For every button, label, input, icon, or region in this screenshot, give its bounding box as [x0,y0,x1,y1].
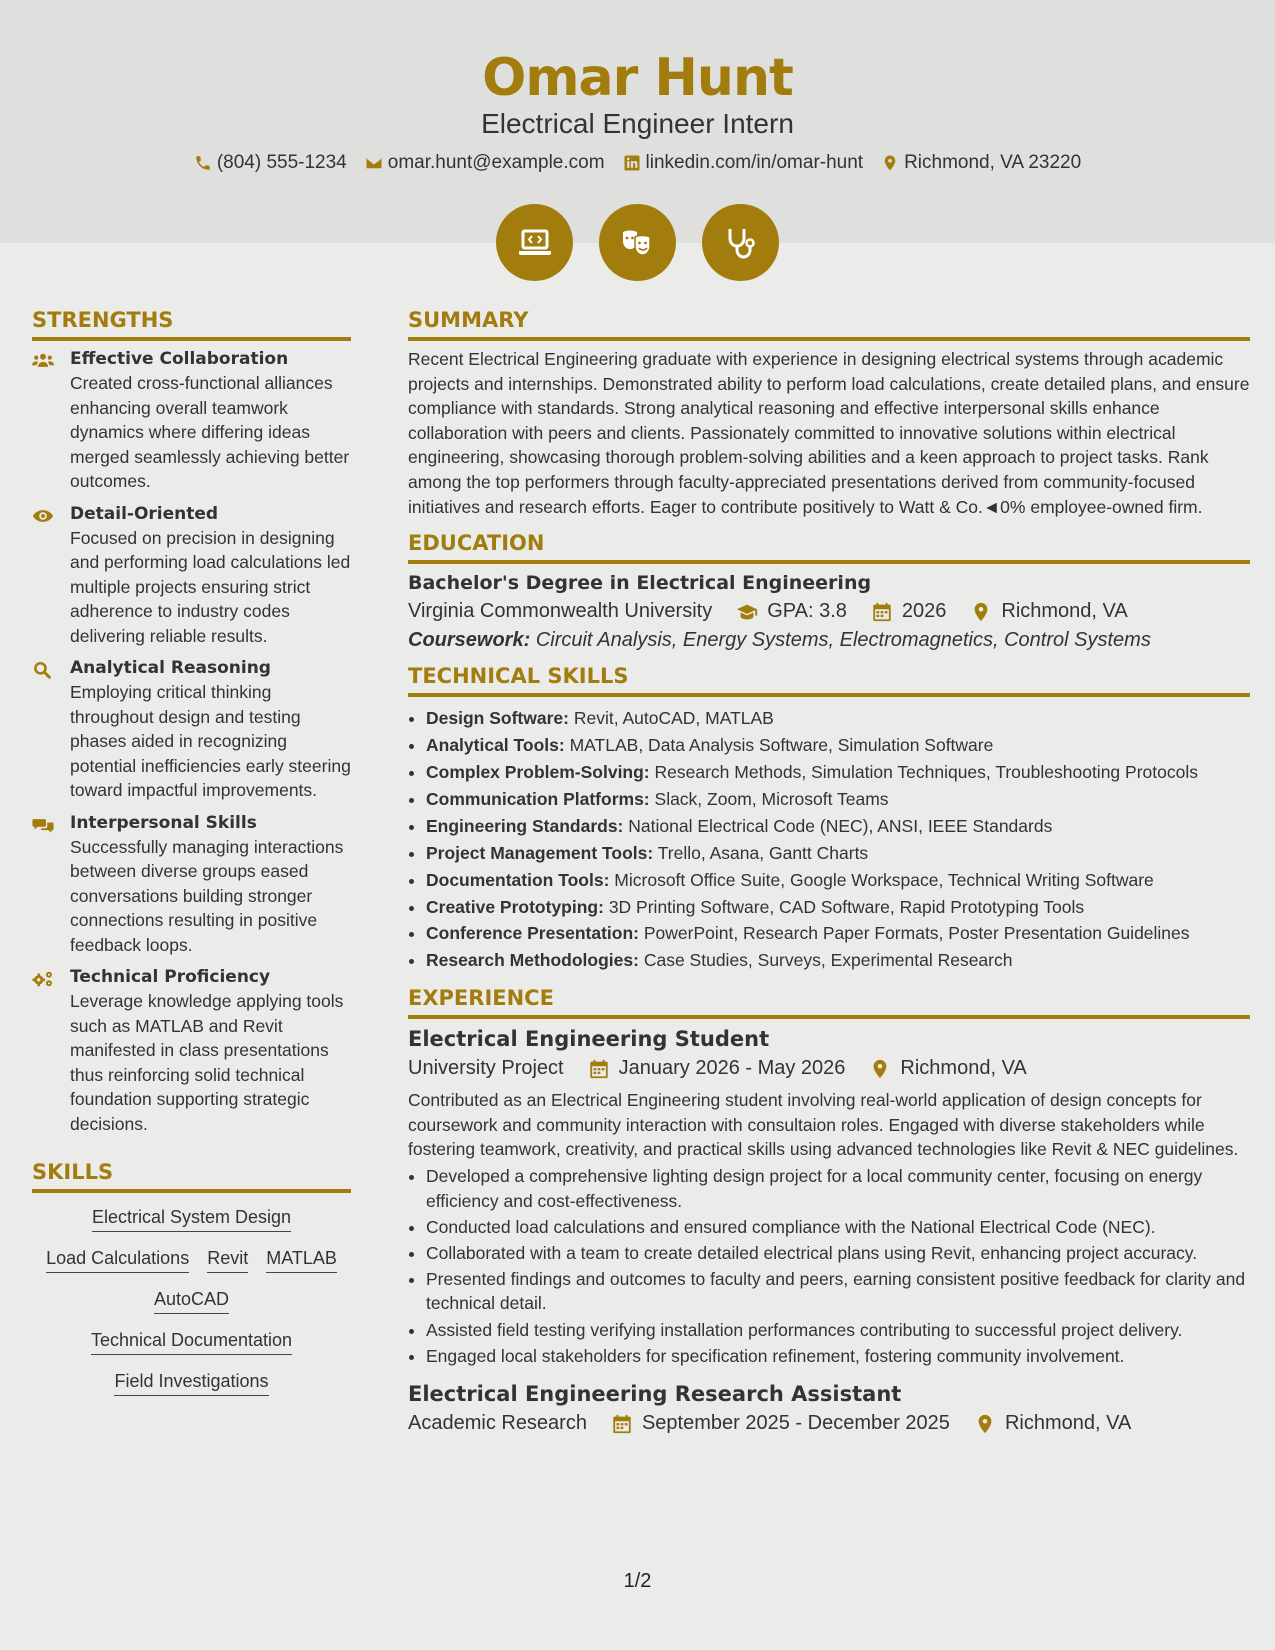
map-pin-icon [970,601,992,623]
tech-skill-item [426,786,1250,813]
contact-phone-text: (804) 555-1234 [216,152,347,173]
skill-tag: Electrical System Design [92,1207,291,1232]
tech-skill-value: Research Methods, Simulation Techniques, Troubleshooting Protocols [654,761,1198,782]
tech-skill-item [426,705,1250,732]
education-meta [408,600,1250,623]
comments-icon [32,816,54,834]
skill-tag: Technical Documentation [91,1330,292,1355]
technical-skills-section [408,664,1250,974]
tech-skill-label: Creative Prototyping: [426,896,604,917]
strength-title: Effective Collaboration [70,349,289,369]
job-meta [408,1412,1250,1435]
badge-masks [599,204,676,281]
school-location: Richmond, VA [1001,600,1128,623]
job-meta [408,1057,1250,1080]
badge-row [0,204,1275,281]
job-bullet: • Assisted field testing verifying installation performances contributing to successful project delivery. [426,1318,1250,1343]
eye-icon [32,507,54,525]
job-org: Academic Research [408,1412,587,1435]
strength-item [32,504,351,649]
contact-bar [0,152,1275,174]
coursework [408,629,1250,652]
job-dates: January 2026 - May 2026 [618,1057,846,1080]
theater-masks-icon [618,223,658,263]
skills-section [32,1160,351,1396]
strength-item [32,349,351,494]
strength-desc: Leverage knowledge applying tools such as MATLAB and Revit manifested in class presentations thus reinforcing solid technical foundation supporting strategic decisions. [70,991,344,1134]
job-title: Electrical Engineering Research Assistant [408,1382,902,1407]
job-bullet: • Developed a comprehensive lighting design project for a local community center, focusing on energy efficiency and cost-effectiveness. [426,1164,1250,1213]
tech-skill-value: Slack, Zoom, Microsoft Teams [654,788,889,809]
map-pin-icon [881,154,899,172]
contact-email-text: omar.hunt@example.com [387,152,605,173]
contact-email[interactable] [365,152,605,174]
calendar-icon [588,1058,610,1080]
tech-skill-value: Case Studies, Surveys, Experimental Research [643,950,1013,971]
job-location: Richmond, VA [900,1057,1027,1080]
coursework-list: Circuit Analysis, Energy Systems, Electromagnetics, Control Systems [535,629,1151,652]
cogs-icon [32,970,54,988]
coursework-label: Coursework: [408,629,531,652]
strengths-heading: STRENGTHS [32,308,351,341]
graduation-cap-icon [736,601,758,623]
job-bullet: • Conducted load calculations and ensured compliance with the National Electrical Code (NEC). [426,1215,1250,1240]
phone-icon [194,154,212,172]
education-section [408,531,1250,652]
job-bullet: • Presented findings and outcomes to faculty and peers, earning consistent positive feedback for clarity and technical detail. [426,1267,1250,1316]
school-name: Virginia Commonwealth University [408,600,713,623]
search-icon [32,661,54,679]
linkedin-icon [623,154,641,172]
tech-skill-label: Analytical Tools: [426,735,565,756]
strength-item [32,813,351,958]
job-bullet: • Engaged local stakeholders for specification refinement, fostering community involvement. [426,1344,1250,1369]
summary-heading: SUMMARY [408,308,1250,341]
tech-skill-label: Research Methodologies: [426,950,639,971]
contact-location [881,152,1081,174]
right-column [408,308,1250,1447]
tech-skill-item [426,840,1250,867]
tech-skill-value: PowerPoint, Research Paper Formats, Poster Presentation Guidelines [643,923,1190,944]
strength-title: Technical Proficiency [70,967,271,987]
tech-skill-label: Complex Problem-Solving: [426,761,650,782]
experience-section [408,986,1250,1435]
experience-heading: EXPERIENCE [408,986,1250,1019]
degree-title: Bachelor's Degree in Electrical Engineering [408,572,872,595]
strength-title: Analytical Reasoning [70,658,271,678]
strength-title: Interpersonal Skills [70,812,257,833]
summary-section [408,308,1250,519]
job-description: Contributed as an Electrical Engineering student involving real-world application of design concepts for coursework and community interaction with consultaion roles. Engaged with diverse stakeholders while fostering teamwork, creativity, and practical skills using advanced technologies like Revit & NEC guidelines. [408,1090,1239,1160]
tech-skill-label: Design Software: [426,708,569,729]
job-bullet: • Collaborated with a team to create detailed electrical plans using Revit, enhancing project accuracy. [426,1241,1250,1266]
calendar-icon [871,601,893,623]
contact-linkedin-text: linkedin.com/in/omar-hunt [645,152,864,173]
job-title: Electrical Engineering Student [408,1027,770,1052]
tech-skill-item [426,759,1250,786]
job-dates: September 2025 - December 2025 [641,1412,950,1435]
tech-skill-value: 3D Printing Software, CAD Software, Rapid Prototyping Tools [608,896,1085,917]
strength-desc: Focused on precision in designing and performing load calculations led multiple projects ensuring strict adherence to industry codes delivering reliable results. [70,527,351,646]
technical-skills-heading: TECHNICAL SKILLS [408,664,1250,697]
strength-title: Detail-Oriented [70,503,219,524]
skills-heading: SKILLS [32,1160,351,1193]
tech-skill-item [426,920,1250,947]
badge-laptop [496,204,573,281]
skill-tag: Revit [207,1248,248,1273]
badge-stethoscope [702,204,779,281]
candidate-name: Omar Hunt [482,48,793,108]
job-org: University Project [408,1057,564,1080]
strength-desc: Successfully managing interactions between diverse groups eased conversations building stronger connections resulting in positive feedback loops. [70,836,344,955]
tech-skill-value: MATLAB, Data Analysis Software, Simulation Software [569,735,994,756]
tech-skill-label: Project Management Tools: [426,842,654,863]
strength-item [32,658,351,803]
skill-tag: AutoCAD [154,1289,229,1314]
skill-tag: Field Investigations [114,1371,268,1396]
tech-skill-label: Engineering Standards: [426,815,624,836]
page-number: 1/2 [623,1570,652,1592]
contact-location-text: Richmond, VA 23220 [904,152,1082,173]
graduation-year: 2026 [901,600,947,623]
gpa: GPA: 3.8 [767,600,847,623]
tech-skill-item [426,732,1250,759]
education-heading: EDUCATION [408,531,1250,564]
tech-skill-item [426,813,1250,840]
tech-skill-item [426,894,1250,921]
skill-tag: Load Calculations [46,1248,189,1273]
candidate-title: Electrical Engineer Intern [481,108,794,139]
summary-text: Recent Electrical Engineering graduate with experience in designing electrical systems through academic projects and internships. Demonstrated ability to perform load calculations, create detailed plans, and ensure compliance with standards. Strong analytical reasoning and effective interpersonal skills enhance collaboration with peers and clients. Passionately committed to innovative solutions within electrical engineering, showcasing thorough problem-solving abilities and a keen approach to project tasks. Rank among the top performers through faculty-appreciated presentations derived from community-focused initiatives and research efforts. Eager to contribute positively to Watt & Co.◄0% employee-owned firm. [408,349,1250,517]
left-column [32,308,351,1396]
strength-desc: Employing critical thinking throughout design and testing phases aided in recognizing potential inefficiencies early steering toward impactful improvements. [70,682,351,800]
tech-skill-value: Trello, Asana, Gantt Charts [657,842,869,863]
map-pin-icon [869,1058,891,1080]
calendar-icon [611,1413,633,1435]
tech-skill-value: Microsoft Office Suite, Google Workspace, Technical Writing Software [614,869,1154,890]
contact-phone[interactable] [194,152,347,174]
tech-skill-item [426,947,1250,974]
stethoscope-icon [721,223,761,263]
tech-skill-value: Revit, AutoCAD, MATLAB [573,708,774,729]
contact-linkedin[interactable] [623,152,864,174]
tech-skill-label: Conference Presentation: [426,923,639,944]
users-icon [32,352,54,370]
tech-skill-value: National Electrical Code (NEC), ANSI, IEEE Standards [628,815,1053,836]
envelope-icon [365,154,383,172]
tech-skill-item [426,867,1250,894]
job-location: Richmond, VA [1004,1412,1132,1435]
tech-skill-label: Documentation Tools: [426,869,610,890]
strength-item [32,967,351,1136]
map-pin-icon [974,1413,996,1435]
strength-desc: Created cross-functional alliances enhancing overall teamwork dynamics where differing ideas merged seamlessly achieving better outcomes. [70,373,350,491]
laptop-code-icon [515,223,555,263]
skill-tag: MATLAB [266,1248,337,1273]
tech-skill-label: Communication Platforms: [426,788,650,809]
